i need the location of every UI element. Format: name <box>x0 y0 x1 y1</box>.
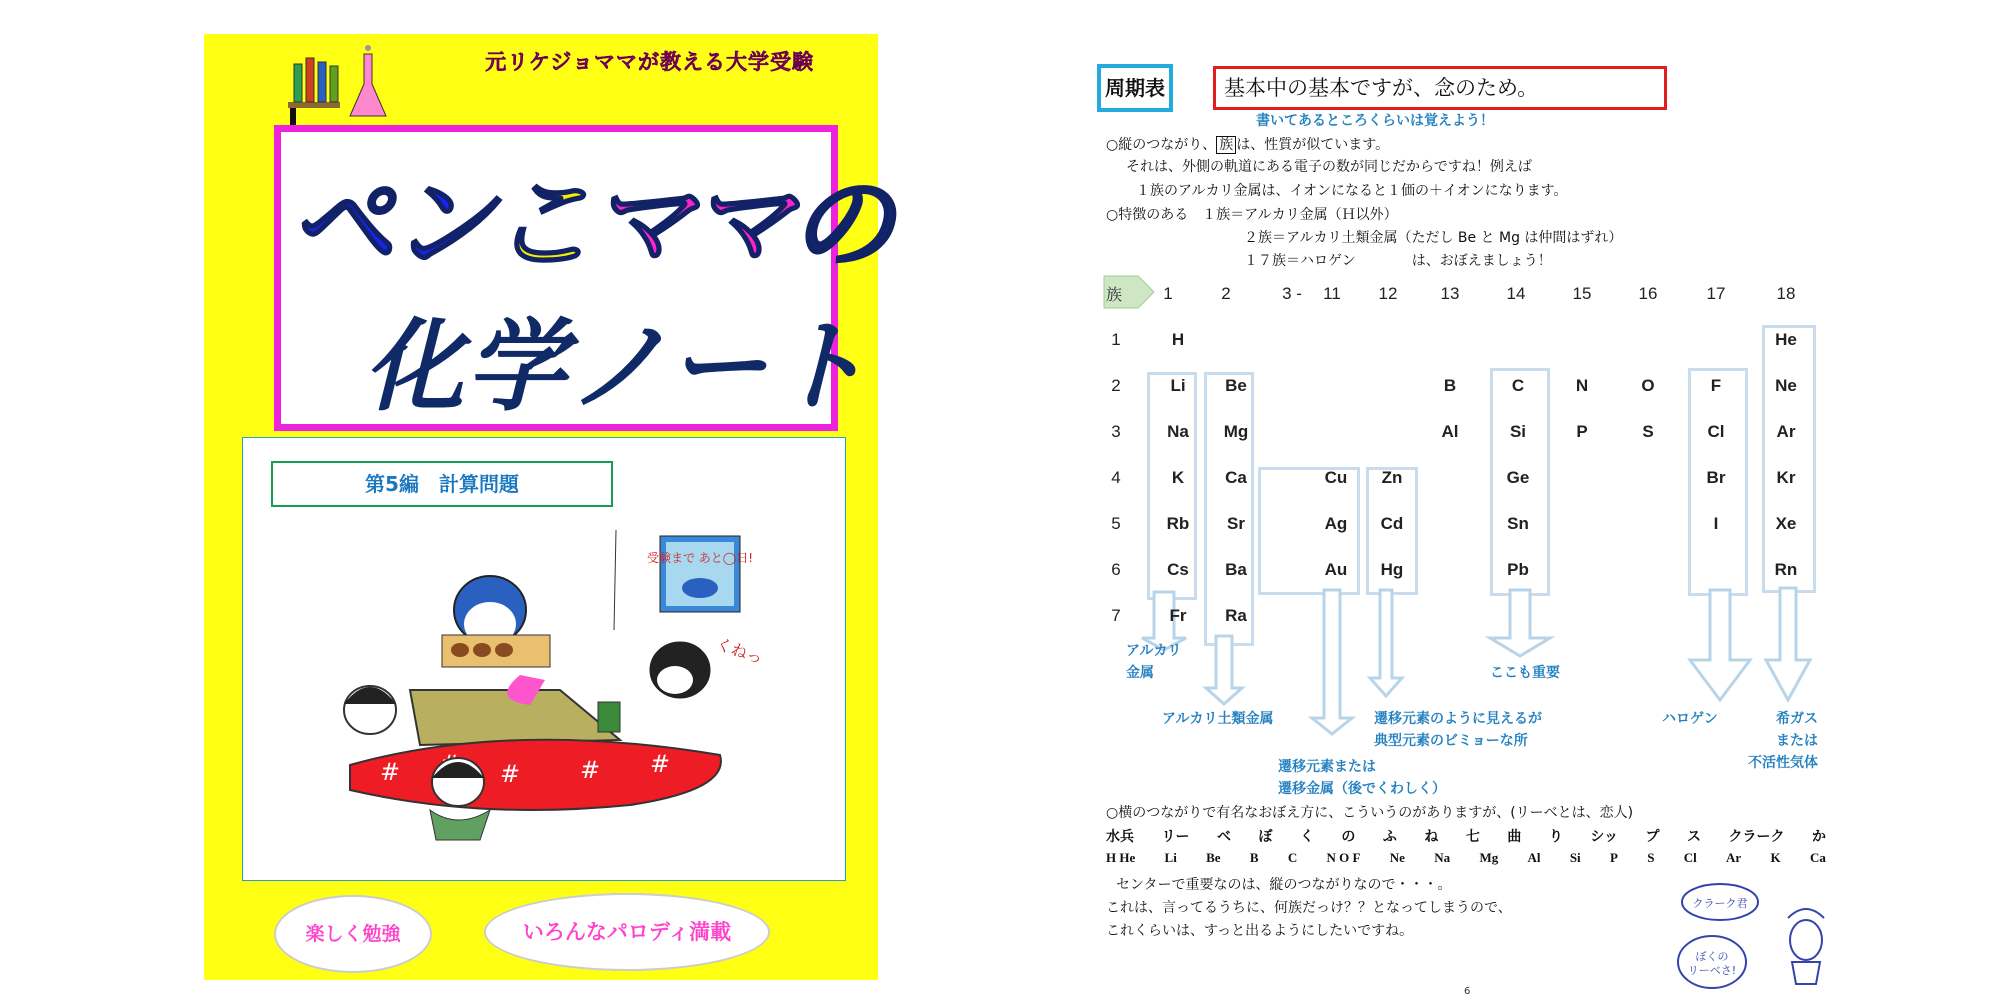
element-cell: Au <box>1324 560 1348 579</box>
element-cell: Li <box>1170 376 1186 395</box>
element-cell: Xe <box>1775 514 1797 533</box>
mnemonic-word: 水兵 <box>1106 829 1134 845</box>
element-cell: F <box>1710 376 1722 395</box>
caption-transition: 遷移元素または 遷移金属（後でくわしく） <box>1278 759 1446 797</box>
bottom-line5: これくらいは、すっと出るようにしたいですね。 <box>1106 923 1414 939</box>
period-number: 4 <box>1111 468 1121 487</box>
element-cell: K <box>1171 468 1185 487</box>
mnemonic-symbol: C <box>1287 850 1298 865</box>
mnemonic-word: 七 <box>1465 829 1480 845</box>
bottom-line1: ○横のつながりで有名なおぼえ方に、こういうのがありますが、(リーベとは、恋人) <box>1106 805 1634 821</box>
mnemonic-symbol: N O F <box>1326 850 1361 865</box>
element-cell: N <box>1575 376 1589 395</box>
intro-line1 <box>1106 134 1389 154</box>
element-cell: Cd <box>1380 514 1404 533</box>
mnemonic-symbol: P <box>1609 850 1618 865</box>
period-number: 2 <box>1111 376 1121 395</box>
mnemonic-word: リー <box>1161 829 1190 845</box>
element-cell: Si <box>1509 422 1527 441</box>
element-cell: Zn <box>1381 468 1403 487</box>
mnemonic-symbol: K <box>1770 850 1781 865</box>
mnemonic-symbol: H He <box>1106 850 1136 865</box>
memorize-note: 書いてあるところくらいは覚えよう！ <box>1256 113 1494 129</box>
group-header: 1 <box>1163 284 1173 303</box>
group-tag: 族 <box>1106 285 1123 304</box>
element-cell: Rb <box>1166 514 1190 533</box>
title-part-mama: ママ <box>590 163 791 285</box>
caption-transition-like: 遷移元素のように見えるが 典型元素のビミョーな所 <box>1374 711 1542 749</box>
bottom-line4: これは、言ってるうちに、何族だっけ？？となってしまうので、 <box>1106 900 1512 916</box>
title-part-pen: ペン <box>290 163 491 285</box>
period-number: 6 <box>1111 560 1121 579</box>
cover-title-line2: 化学ノート <box>364 308 871 425</box>
mnemonic-word: プ <box>1645 829 1660 845</box>
intro-line1-pre: ○縦のつながり、 <box>1106 137 1217 153</box>
element-cell: Br <box>1706 468 1726 487</box>
cloud-bubble-right: いろんなパロディ満載 <box>484 893 770 971</box>
page-number: 6 <box>1464 986 1471 997</box>
group-header: 16 <box>1638 284 1658 303</box>
poster-text: 受験まで あと◯日! <box>646 551 754 565</box>
svg-text:#: # <box>580 756 601 784</box>
page-label: 周期表 <box>1097 64 1173 112</box>
element-cell: Ca <box>1225 468 1247 487</box>
group-header: 12 <box>1378 284 1398 303</box>
element-cell: S <box>1642 422 1654 441</box>
svg-text:#: # <box>500 760 521 788</box>
group-header: 15 <box>1572 284 1592 303</box>
element-cell: Al <box>1441 422 1459 441</box>
caption-halogen: ハロゲン <box>1662 711 1718 727</box>
element-cell: I <box>1713 514 1719 533</box>
group-header: 17 <box>1706 284 1726 303</box>
group18-box <box>1762 325 1816 593</box>
element-cell: C <box>1511 376 1525 395</box>
group-header: 18 <box>1776 284 1796 303</box>
element-cell: Kr <box>1776 468 1796 487</box>
mnemonic-symbol: Al <box>1527 850 1541 865</box>
caption-alkali: アルカリ 金属 <box>1126 643 1182 681</box>
element-cell: Sr <box>1227 514 1245 533</box>
title-part-no: の <box>790 163 891 285</box>
element-cell: P <box>1576 422 1588 441</box>
element-cell: H <box>1171 330 1185 349</box>
mnemonic-symbol: S <box>1647 850 1655 865</box>
period-number: 7 <box>1111 606 1121 625</box>
element-cell: Ne <box>1775 376 1797 395</box>
element-cell: Pb <box>1507 560 1529 579</box>
intro-line1-post: は、性質が似ています。 <box>1236 137 1390 153</box>
element-cell: Cs <box>1167 560 1189 579</box>
period-number: 3 <box>1111 422 1121 441</box>
mnemonic-symbol: Na <box>1434 850 1451 865</box>
element-cell: Mg <box>1223 422 1249 441</box>
mnemonic-symbol: Mg <box>1479 850 1499 865</box>
period-number: 1 <box>1111 330 1121 349</box>
element-cell: Ba <box>1225 560 1247 579</box>
mnemonic-symbol: Li <box>1164 850 1177 865</box>
mnemonic-word: シッ <box>1590 829 1619 845</box>
mnemonic-word: クラーク <box>1728 829 1785 845</box>
element-cell: Ar <box>1776 422 1796 441</box>
mnemonic-symbol: Si <box>1569 850 1581 865</box>
section-label: 第5編 計算問題 <box>271 461 613 507</box>
mnemonic-symbols <box>1106 850 1826 866</box>
mnemonic-words <box>1106 826 1826 846</box>
intro-line2: それは、外側の軌道にある電子の数が同じだからですね！例えば <box>1126 159 1532 175</box>
mnemonic-word: く <box>1299 829 1314 845</box>
mnemonic-word: ぼ <box>1258 829 1273 845</box>
group-header: 11 <box>1323 284 1341 303</box>
element-cell: B <box>1443 376 1457 395</box>
sticker-text2b: リーベさ! <box>1687 964 1737 977</box>
cover-subtitle: 元リケジョママが教える大学受験 <box>485 50 814 74</box>
mnemonic-word: の <box>1341 829 1356 845</box>
cloud-bubble-left: 楽しく勉強 <box>274 895 432 973</box>
bottom-line3: センターで重要なのは、縦のつながりなので・・・。 <box>1116 877 1452 893</box>
mnemonic-symbol: Ne <box>1389 850 1405 865</box>
element-cell: Be <box>1225 376 1247 395</box>
mnemonic-symbol: Ca <box>1809 850 1826 865</box>
sticker-text2a: ぼくの <box>1695 950 1729 963</box>
svg-text:くねっ: くねっ <box>713 633 766 669</box>
mnemonic-symbol: Ar <box>1726 850 1742 865</box>
mnemonic-word: り <box>1548 829 1563 845</box>
mnemonic-word: ス <box>1687 829 1702 845</box>
caption-noble-gas: 希ガス または 不活性気体 <box>1748 711 1818 771</box>
group-header: 13 <box>1440 284 1460 303</box>
mnemonic-symbol: Be <box>1206 850 1221 865</box>
penguin-family-illustration <box>330 520 766 860</box>
element-cell: He <box>1775 330 1797 349</box>
element-cell: Fr <box>1169 606 1187 625</box>
sticker-text1: クラーク君 <box>1692 897 1748 910</box>
mnemonic-word: ふ <box>1382 829 1397 845</box>
caption-important: ここも重要 <box>1490 665 1560 681</box>
svg-text:#: # <box>380 758 401 786</box>
mnemonic-word: ね <box>1424 829 1439 845</box>
element-cell: Ra <box>1225 606 1247 625</box>
title-part-ko: こ <box>490 163 591 285</box>
mnemonic-word: か <box>1812 829 1826 845</box>
element-cell: Cl <box>1707 422 1725 441</box>
group-header: 14 <box>1506 284 1526 303</box>
element-cell: Cu <box>1324 468 1348 487</box>
element-cell: Sn <box>1507 514 1529 533</box>
caption-alkaline-earth: アルカリ土類金属 <box>1162 711 1274 727</box>
svg-text:#: # <box>650 750 671 778</box>
element-cell: Rn <box>1774 560 1798 579</box>
period-number: 5 <box>1111 514 1121 533</box>
mnemonic-word: 曲 <box>1507 829 1522 845</box>
group-header: 2 <box>1221 284 1231 303</box>
element-cell: Ge <box>1506 468 1530 487</box>
intro-line4a: ○特徴のある １族＝アルカリ金属（Ｈ以外） <box>1106 207 1398 223</box>
element-cell: Ag <box>1324 514 1348 533</box>
group-header: 3 - <box>1282 284 1302 303</box>
page-heading: 基本中の基本ですが、念のため。 <box>1213 66 1667 110</box>
element-cell: Hg <box>1380 560 1404 579</box>
clark-penguin-sticker <box>1668 870 1828 990</box>
mnemonic-symbol: Cl <box>1683 850 1697 865</box>
cover-title-line1 <box>290 140 891 290</box>
intro-line4c: １７族＝ハロゲン は、おぼえましょう！ <box>1244 253 1552 269</box>
element-cell: O <box>1641 376 1655 395</box>
intro-line3: １族のアルカリ金属は、イオンになると１価の＋イオンになります。 <box>1136 183 1568 199</box>
intro-line4b: ２族＝アルカリ土類金属（ただし Be と Mg は仲間はずれ） <box>1244 230 1623 246</box>
mnemonic-symbol: B <box>1249 850 1259 865</box>
element-cell: Na <box>1167 422 1189 441</box>
mnemonic-word: ベ <box>1216 829 1231 845</box>
boxed-zoku: 族 <box>1216 136 1236 154</box>
